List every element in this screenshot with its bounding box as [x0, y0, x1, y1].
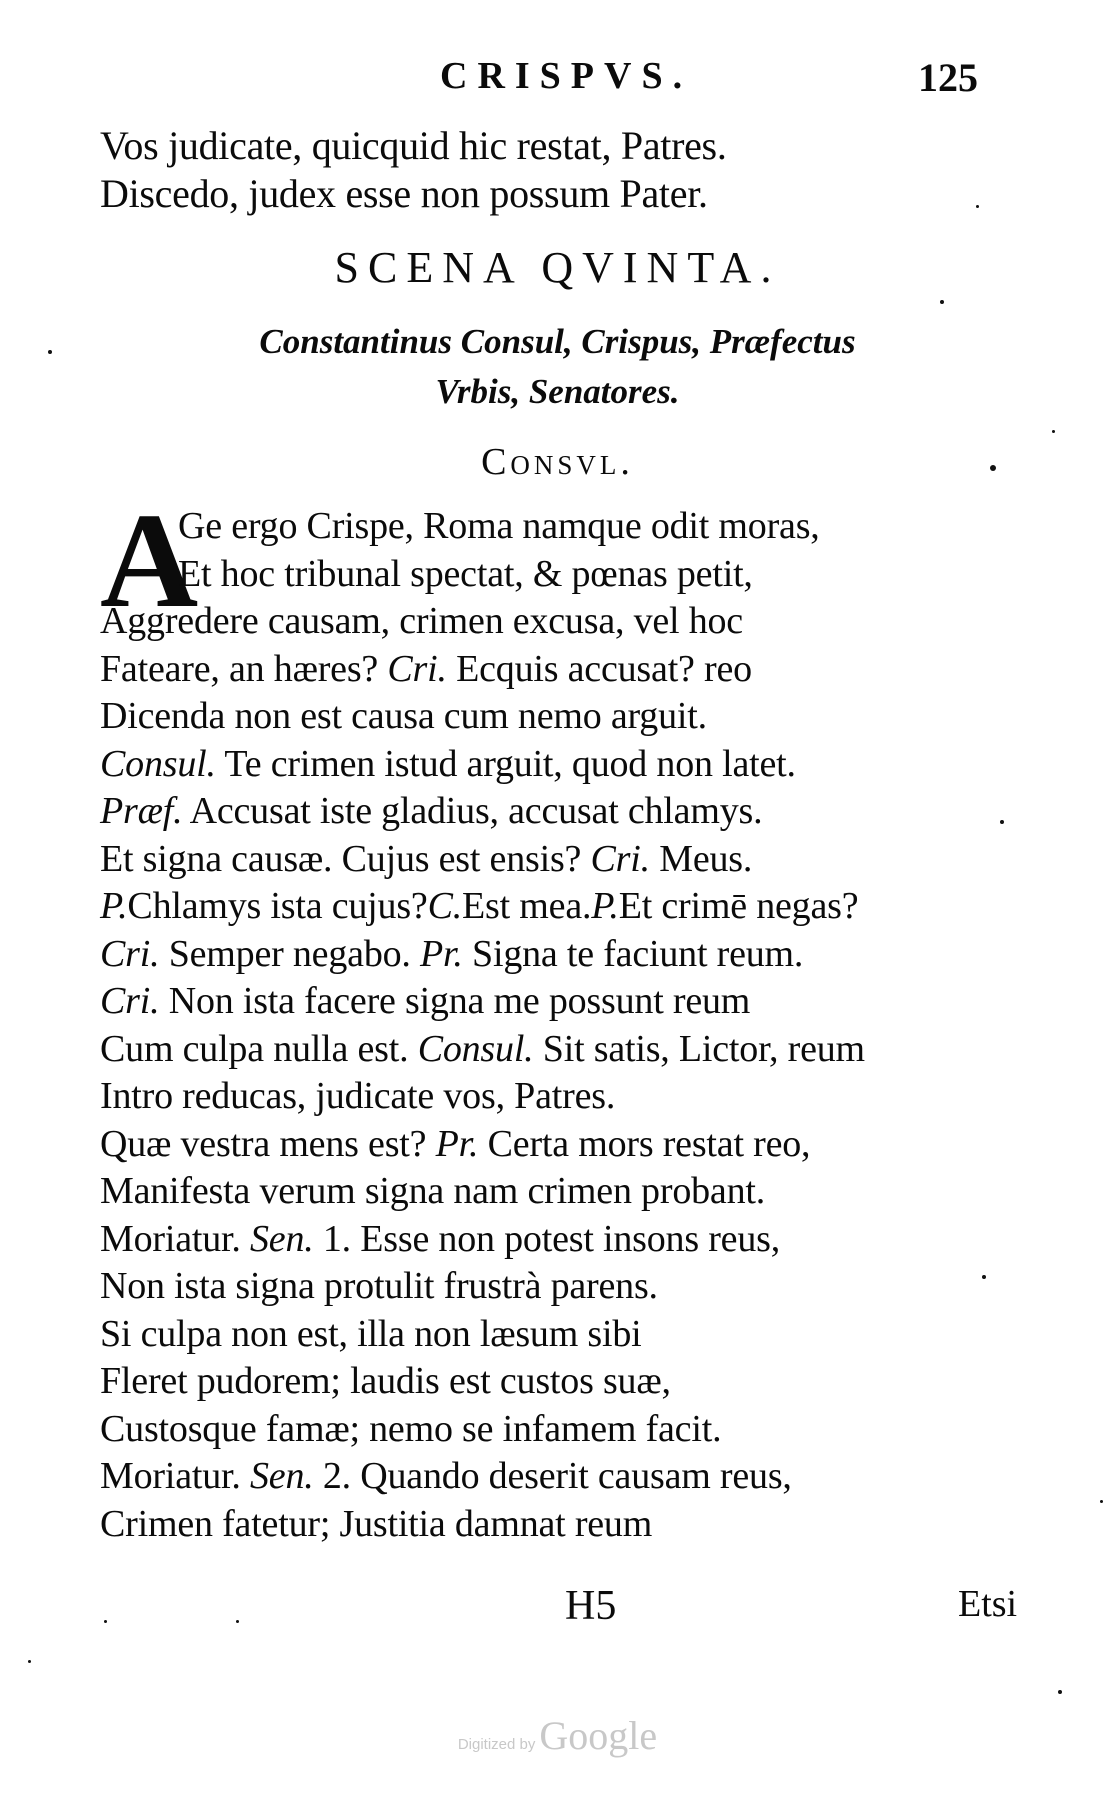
- scan-speck: [1052, 430, 1055, 433]
- speaker-tag: Cri.: [590, 837, 650, 880]
- verse-text: Custosque famæ; nemo se infamem facit.: [100, 1407, 722, 1450]
- speaker-tag: Cri.: [100, 980, 160, 1022]
- scan-speck: [1000, 820, 1004, 824]
- speaker-tag: Sen.: [249, 1455, 314, 1497]
- verse-text: Moriatur.: [100, 1217, 250, 1260]
- verse-text: Semper negabo.: [159, 932, 421, 975]
- preceding-line-2: Discedo, judex esse non possum Pater.: [100, 171, 708, 216]
- verse-text: Chlamys ista cujus?: [127, 885, 428, 927]
- dramatis-personae-line-2: Vrbis, Senatores.: [435, 372, 680, 411]
- scan-speck: [104, 1620, 107, 1623]
- google-wordmark: Google: [539, 1713, 658, 1758]
- verse-text: 2. Quando deserit causam reus,: [313, 1455, 792, 1497]
- verse-line: [100, 599, 743, 643]
- verse-text: Meus.: [649, 837, 753, 880]
- verse-line: [100, 1217, 780, 1261]
- scan-speck: [48, 350, 52, 354]
- catchword: Etsi: [958, 1583, 1018, 1625]
- dramatis-personae-line-1: Constantinus Consul, Crispus, Præfectus: [259, 322, 856, 361]
- verse-text: Sit satis, Lictor, reum: [533, 1027, 865, 1070]
- running-head: [0, 54, 1115, 104]
- speaker-tag: Cri.: [387, 647, 447, 690]
- verse-text: Moriatur.: [100, 1455, 250, 1497]
- verse-line: [100, 694, 707, 738]
- running-title: CRISPVS.: [440, 55, 693, 97]
- verse-text: Certa mors restat reo,: [478, 1122, 811, 1165]
- verse-line: [100, 789, 762, 833]
- verse-line: [100, 1407, 721, 1451]
- verse-line: [100, 742, 796, 786]
- preceding-line-1: Vos judicate, quicquid hic restat, Patres.: [100, 123, 727, 168]
- verse-text: Si culpa non est, illa non læsum sibi: [100, 1312, 642, 1355]
- verse-text: Ecquis accusat? reo: [446, 647, 752, 690]
- verse-text: Ge ergo Crispe, Roma namque odit moras,: [178, 505, 820, 547]
- verse-text: Intro reducas, judicate vos, Patres.: [100, 1075, 616, 1117]
- scene-title: SCENA QVINTA.: [334, 243, 781, 292]
- scan-speck: [940, 300, 944, 304]
- verse-text: Et signa causæ. Cujus est ensis?: [100, 837, 591, 880]
- speaker-tag: Pr.: [435, 1122, 479, 1165]
- verse-line: [178, 552, 753, 596]
- verse-text: Non ista signa protulit frustrà parens.: [100, 1265, 658, 1307]
- speaker-tag: Consul.: [417, 1027, 534, 1070]
- verse-text: Fleret pudorem; laudis est custos suæ,: [100, 1360, 671, 1402]
- verse-line: [100, 837, 752, 881]
- verse-line: [100, 1264, 658, 1308]
- verse-line: [178, 504, 820, 548]
- scan-speck: [1100, 1500, 1103, 1503]
- verse-line: [100, 1502, 652, 1546]
- verse-text: Aggredere causam, crimen excusa, vel hoc: [100, 600, 743, 642]
- verse-text: Et crimē negas?: [618, 885, 859, 927]
- speaker-tag: Sen.: [249, 1217, 314, 1260]
- scan-speck: [990, 465, 996, 471]
- verse-line: [100, 1454, 792, 1498]
- scan-speck: [236, 1620, 239, 1623]
- verse-text: Cum culpa nulla est.: [100, 1027, 418, 1070]
- speaker-tag: P.: [100, 885, 128, 927]
- verse-line: [100, 1074, 615, 1118]
- verse-text: Non ista facere signa me possunt reum: [159, 980, 751, 1022]
- page-number: 125: [918, 55, 978, 100]
- verse-line: [100, 979, 750, 1023]
- speaker-heading: Consvl.: [481, 441, 634, 483]
- verse-line: [100, 1122, 810, 1166]
- verse-text: Et hoc tribunal spectat, & pœnas petit,: [178, 552, 753, 595]
- digitized-label: Digitized by: [457, 1736, 536, 1753]
- verse-line: [100, 1027, 865, 1071]
- verse-text: Est mea.: [462, 885, 592, 927]
- verse-line: [100, 1169, 765, 1213]
- verse-text: Te crimen istud arguit, quod non latet.: [215, 742, 796, 785]
- drop-cap: A: [100, 486, 199, 636]
- verse-line: [100, 1359, 671, 1403]
- verse-text: Manifesta verum signa nam crimen probant.: [100, 1170, 766, 1212]
- verse-text: Fateare, an hæres?: [100, 647, 388, 690]
- verse-text: Quæ vestra mens est?: [100, 1122, 436, 1165]
- scan-speck: [976, 205, 979, 208]
- speaker-tag: P.: [591, 885, 619, 927]
- speaker-tag: Consul.: [100, 742, 216, 785]
- speaker-tag: Pr.: [420, 932, 463, 975]
- signature-mark: H5: [565, 1583, 617, 1629]
- verse-line: [100, 1312, 642, 1356]
- speaker-tag: C.: [427, 885, 463, 927]
- digitized-watermark: [0, 1712, 1115, 1759]
- verse-line: [100, 647, 752, 691]
- verse-text: Signa te faciunt reum.: [462, 932, 804, 975]
- scan-speck: [28, 1660, 31, 1663]
- verse-line: [100, 932, 803, 976]
- verse-text: Dicenda non est causa cum nemo arguit.: [100, 695, 707, 737]
- speaker-tag: Cri.: [100, 932, 160, 975]
- scan-speck: [1058, 1690, 1062, 1694]
- scan-speck: [982, 1275, 986, 1279]
- verse-text: Crimen fatetur; Justitia damnat reum: [100, 1502, 653, 1545]
- verse-text: Accusat iste gladius, accusat chlamys.: [182, 790, 763, 832]
- verse-line: [100, 884, 858, 928]
- speaker-tag: Præf.: [100, 790, 183, 832]
- verse-text: 1. Esse non potest insons reus,: [313, 1217, 781, 1260]
